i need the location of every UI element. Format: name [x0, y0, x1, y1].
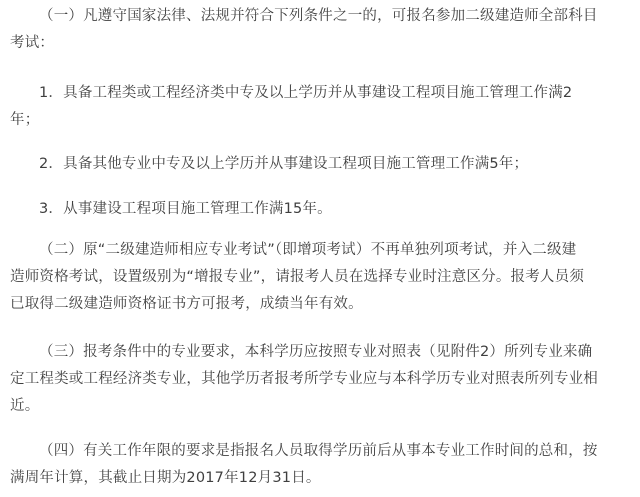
paragraph-line: （二）原“二级建造师相应专业考试”（即增项考试）不再单独列项考试，并入二级建: [39, 242, 577, 258]
paragraph-line: 年；: [10, 112, 40, 128]
paragraph-line: 考试：: [10, 35, 55, 51]
paragraph-line: 定工程类或工程经济类专业，其他学历者报考所学专业应与本科学历专业对照表所列专业相: [10, 371, 598, 387]
paragraph-line: 满周年计算，其截止日期为2017年12月31日。: [10, 470, 321, 486]
paragraph-5: [10, 237, 632, 318]
paragraph-line: 2．具备其他专业中专及以上学历并从事建设工程项目施工管理工作满5年；: [39, 156, 529, 172]
paragraph-line: 造师资格考试，设置级别为“增报专业”，请报考人员在选择专业时注意区分。报考人员须: [10, 269, 585, 285]
paragraph-3: [10, 151, 632, 178]
paragraph-6: [10, 339, 632, 420]
paragraph-line: （三）报考条件中的专业要求，本科学历应按照专业对照表（见附件2）所列专业来确: [39, 344, 593, 360]
paragraph-2: [10, 80, 632, 134]
paragraph-line: 1．具备工程类或工程经济类中专及以上学历并从事建设工程项目施工管理工作满2: [39, 85, 573, 101]
paragraph-line: （四）有关工作年限的要求是指报名人员取得学历前后从事本专业工作时间的总和，按: [39, 443, 598, 459]
paragraph-4: [10, 196, 632, 223]
paragraph-line: （一）凡遵守国家法律、法规并符合下列条件之一的，可报名参加二级建造师全部科目: [39, 8, 598, 24]
paragraph-line: 3．从事建设工程项目施工管理工作满15年。: [39, 201, 332, 217]
paragraph-line: 已取得二级建造师资格证书方可报考，成绩当年有效。: [10, 296, 363, 312]
paragraph-1: [10, 3, 632, 57]
paragraph-line: 近。: [10, 398, 40, 414]
paragraph-7: [10, 438, 632, 492]
